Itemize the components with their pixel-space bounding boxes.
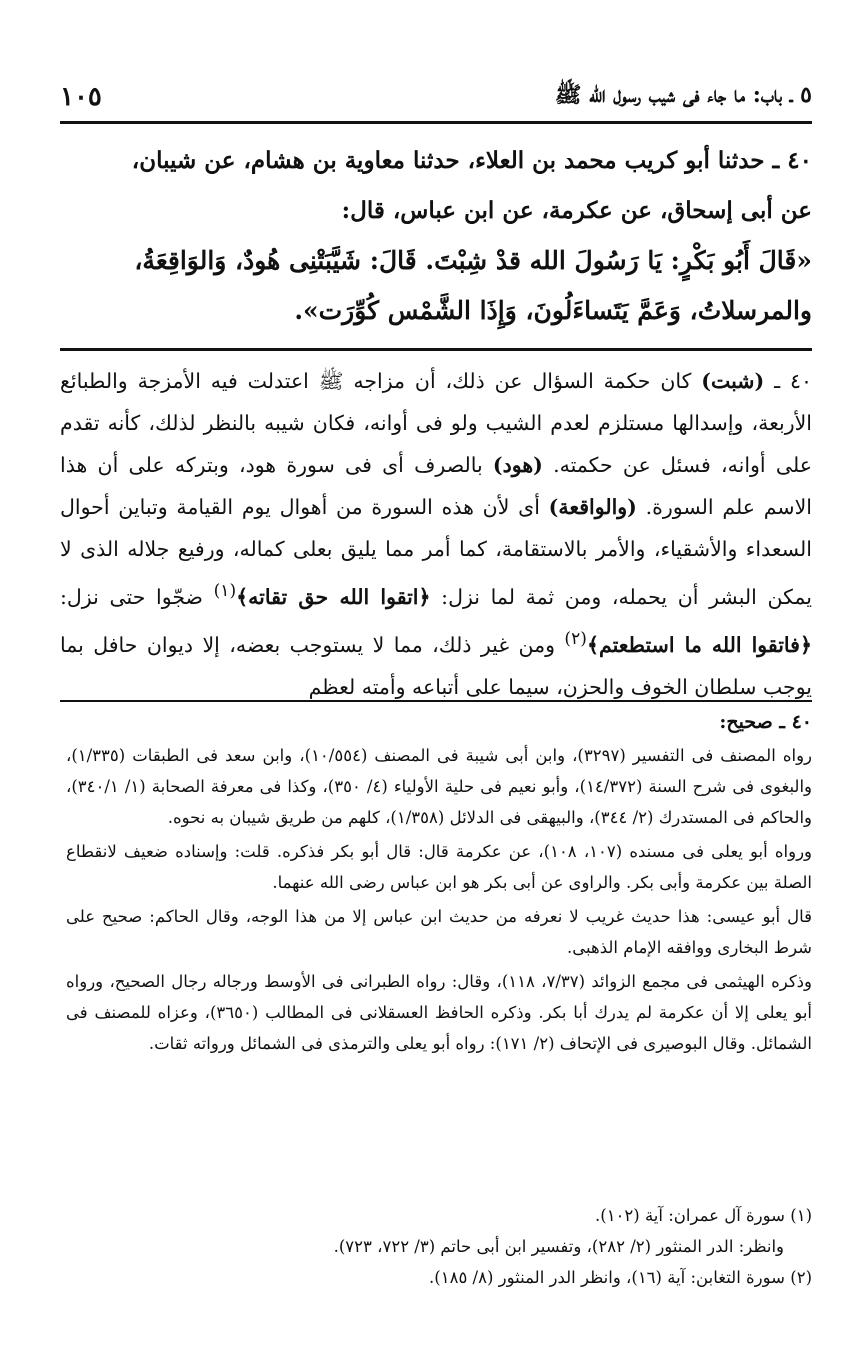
commentary-paragraph [60, 360, 812, 708]
page-header [60, 74, 812, 120]
quran-quote-2: ﴿فاتقوا الله ما استطعتم﴾ [586, 632, 812, 657]
keyword-waqia: (والواقعة) [548, 495, 637, 519]
verification-paragraph: رواه المصنف فى التفسير (٣٢٩٧)، وابن أبى شيبة فى المصنف (١٠/٥٥٤)، وابن سعد فى الطبقات (١/٣٣٥)، والبغوى فى شرح السنة (١٤/٣٧٢)، وأبو نعيم فى حلية الأولياء (٤/ ٣٥٠)، وكذا فى معرفة الصحابة (١/ ٣٤٠/١)، والحاكم فى المستدرك (٢/ ٣٤٤)، والبيهقى فى الدلائل (١/٣٥٨)، كلهم من طريق شيبان به نحوه. [66, 746, 813, 827]
commentary-text: ومن غير ذلك، مما لا يستوجب بعضه، إلا ديوان حافل بما يوجب سلطان الخوف والحزن، سيما على أتباعه وأمته لعظم [60, 632, 812, 699]
hadith-matn-line-1: «قَالَ أَبُو بَكْرٍ: يَا رَسُولَ الله قدْ شِبْتَ. قَالَ: شَيَّبَتْنِى هُودٌ، وَالوَاقِعَةُ، [134, 246, 812, 275]
verification-paragraph: قال أبو عيسى: هذا حديث غريب لا نعرفه من حديث ابن عباس إلا من هذا الوجه، وقال الحاكم: صحيح على شرط البخارى ووافقه الإمام الذهبى. [66, 907, 812, 957]
section-divider [60, 348, 812, 351]
commentary-divider [60, 700, 812, 702]
page-number: ١٠٥ [60, 82, 102, 112]
footnote-ref-1: (١) [213, 581, 237, 601]
hadith-text [60, 136, 812, 336]
verification-heading: ٤٠ ـ صحيح: [719, 711, 812, 733]
footnotes [66, 1200, 812, 1293]
verification-paragraph: ورواه أبو يعلى فى مسنده (١٠٧، ١٠٨)، عن عكرمة قال: قال أبو بكر فذكره. قلت: وإسناده ضعيف لانقطاع الصلة بين عكرمة وأبى بكر. والراوى عن أبى بكر هو ابن عباس رضى الله عنهما. [66, 842, 813, 892]
verification-paragraph: وذكره الهيثمى فى مجمع الزوائد (٧/٣٧، ١١٨)، وقال: رواه الطبرانى فى الأوسط ورجاله رجال الصحيح، ورواه أبو يعلى إلا أن عكرمة لم يدرك أبا بكر. وذكره الحافظ العسقلانى فى المطالب (٣٦٥٠)، وعزاه للمصنف فى الشمائل. وقال البوصيرى فى الإتحاف (٢/ ١٧١): رواه أبو يعلى والترمذى فى الشمائل ورواته ثقات. [66, 972, 812, 1053]
commentary-text: كان حكمة السؤال عن ذلك، أن مزاجه ﷺ اعتدلت فيه الأمزجة والطبائع الأربعة، وإسدالها مستلزم لعدم الشيب ولو فى أوانه، فكان شيبه بالنظر لذلك، كأنه تقدم على أوانه، فسئل عن حكمته. [60, 369, 812, 477]
header-rule [60, 121, 812, 124]
hadith-isnad-line-1: ٤٠ ـ حدثنا أبو كريب محمد بن العلاء، حدثنا معاوية بن هشام، عن شيبان، [131, 147, 812, 174]
footnote-ref-2: (٢) [564, 628, 587, 649]
keyword-hud: (هود) [492, 453, 543, 477]
commentary-text: أى لأن هذه السورة من أهوال يوم القيامة وتباين أحوال السعداء والأشقياء، والأمر بالاستقامة، كما أمر مما يليق بعلى كماله، ورفيع جلاله الذى لا يمكن البشر أن يحمله، ومن ثمة لما نزل: [60, 495, 812, 609]
commentary-text: ضجّوا حتى نزل: [60, 584, 203, 609]
commentary-number: ٤٠ ـ [774, 369, 812, 393]
footnote-1: (١) سورة آل عمران: آية (١٠٢). [595, 1206, 812, 1225]
footnote-1-sub: وانظر: الدر المنثور (٢/ ٢٨٢)، وتفسير ابن أبى حاتم (٣/ ٧٢٢، ٧٢٣). [333, 1237, 784, 1256]
quran-quote-1: ﴿اتقوا الله حق تقاته﴾ [236, 584, 431, 609]
keyword-shibta: (شبت) [701, 369, 765, 393]
chapter-title: ٥ ـ باب: ما جاء فى شيب رسول الله ﷺ [554, 82, 812, 108]
hadith-matn-line-2: والمرسلاتُ، وَعَمَّ يَتَساءَلُونَ، وَإِذَا الشَّمْس كُوِّرَت». [294, 296, 812, 325]
verification-section [66, 708, 812, 1062]
commentary [60, 360, 812, 708]
footnote-2: (٢) سورة التغابن: آية (١٦)، وانظر الدر المنثور (٨/ ١٨٥). [429, 1268, 812, 1287]
commentary-text: بالصرف أى فى سورة هود، وبتركه على أن هذا الاسم علم السورة. [60, 453, 812, 519]
hadith-isnad-line-2: عن أبى إسحاق، عن عكرمة، عن ابن عباس، قال: [341, 197, 812, 224]
